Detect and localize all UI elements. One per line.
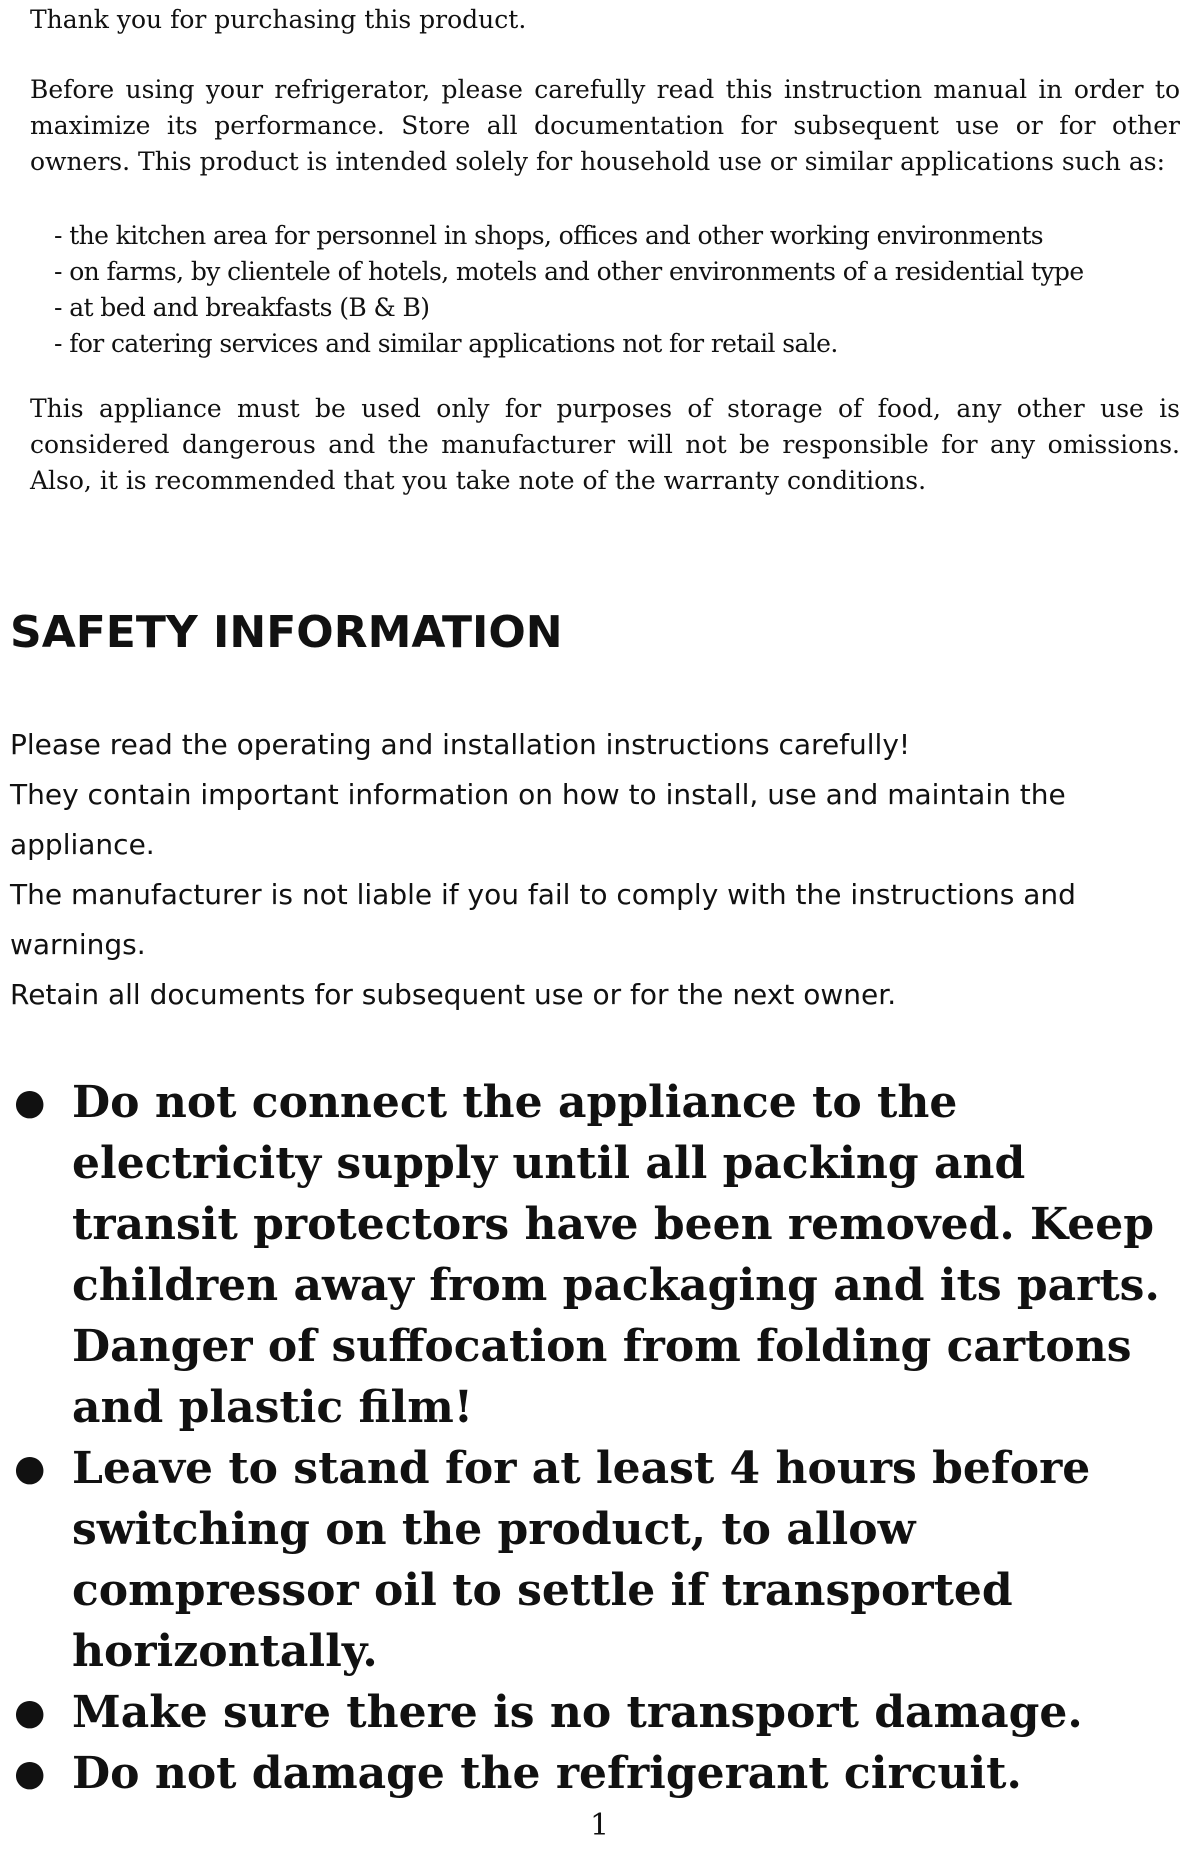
bullet-icon: ●	[14, 1752, 46, 1794]
safety-heading: SAFETY INFORMATION	[10, 607, 563, 658]
safety-paragraph: The manufacturer is not liable if you fail to comply with the instructions and warnings.	[10, 878, 1076, 961]
safety-paragraph: Retain all documents for subsequent use or for the next owner.	[10, 978, 897, 1011]
intended-uses-list	[54, 218, 1154, 362]
safety-intro	[10, 720, 1185, 1020]
intro-thanks	[30, 2, 1180, 38]
warning-item	[0, 1743, 1199, 1804]
warning-item	[0, 1072, 1199, 1438]
bullet-icon: ●	[14, 1081, 46, 1123]
intro-before-using	[30, 72, 1180, 180]
use-item: - the kitchen area for personnel in shops, offices and other working environments	[54, 221, 1044, 250]
warning-text: Make sure there is no transport damage.	[72, 1687, 1083, 1738]
warning-item	[0, 1438, 1199, 1682]
use-item: - at bed and breakfasts (B & B)	[54, 293, 430, 322]
safety-paragraph: Please read the operating and installation instructions carefully!	[10, 728, 911, 761]
appliance-use-text: This appliance must be used only for purposes of storage of food, any other use is considered dangerous and the manufacturer will not be responsible for any omissions. Also, it is recommended that you take note of the warranty conditions.	[30, 394, 1180, 495]
thanks-text: Thank you for purchasing this product.	[30, 5, 527, 34]
page-number: 1	[589, 1808, 610, 1843]
bullet-icon: ●	[14, 1447, 46, 1489]
warning-item	[0, 1682, 1199, 1743]
safety-warnings-list	[0, 1072, 1199, 1804]
bullet-icon: ●	[14, 1691, 46, 1733]
warning-text: Do not damage the refrigerant circuit.	[72, 1748, 1022, 1799]
warning-text: Danger of suffocation from folding cartons and plastic film!	[72, 1321, 1132, 1433]
warning-text: Leave to stand for at least 4 hours before switching on the product, to allow compressor oil to settle if transported horizontally.	[72, 1443, 1091, 1677]
before-using-text: Before using your refrigerator, please carefully read this instruction manual in order to maximize its performance. Store all documentation for subsequent use or for other owners. This product is intended solely for household use or similar applications such as:	[30, 75, 1180, 176]
warning-text: Do not connect the appliance to the electricity supply until all packing and transit protectors have been removed. Keep children away from packaging and its parts.	[72, 1077, 1160, 1311]
intro-appliance-use	[30, 391, 1180, 499]
safety-paragraph: They contain important information on how to install, use and maintain the appliance.	[10, 778, 1066, 861]
use-item: - on farms, by clientele of hotels, motels and other environments of a residential type	[54, 257, 1084, 286]
use-item: - for catering services and similar applications not for retail sale.	[54, 329, 838, 358]
